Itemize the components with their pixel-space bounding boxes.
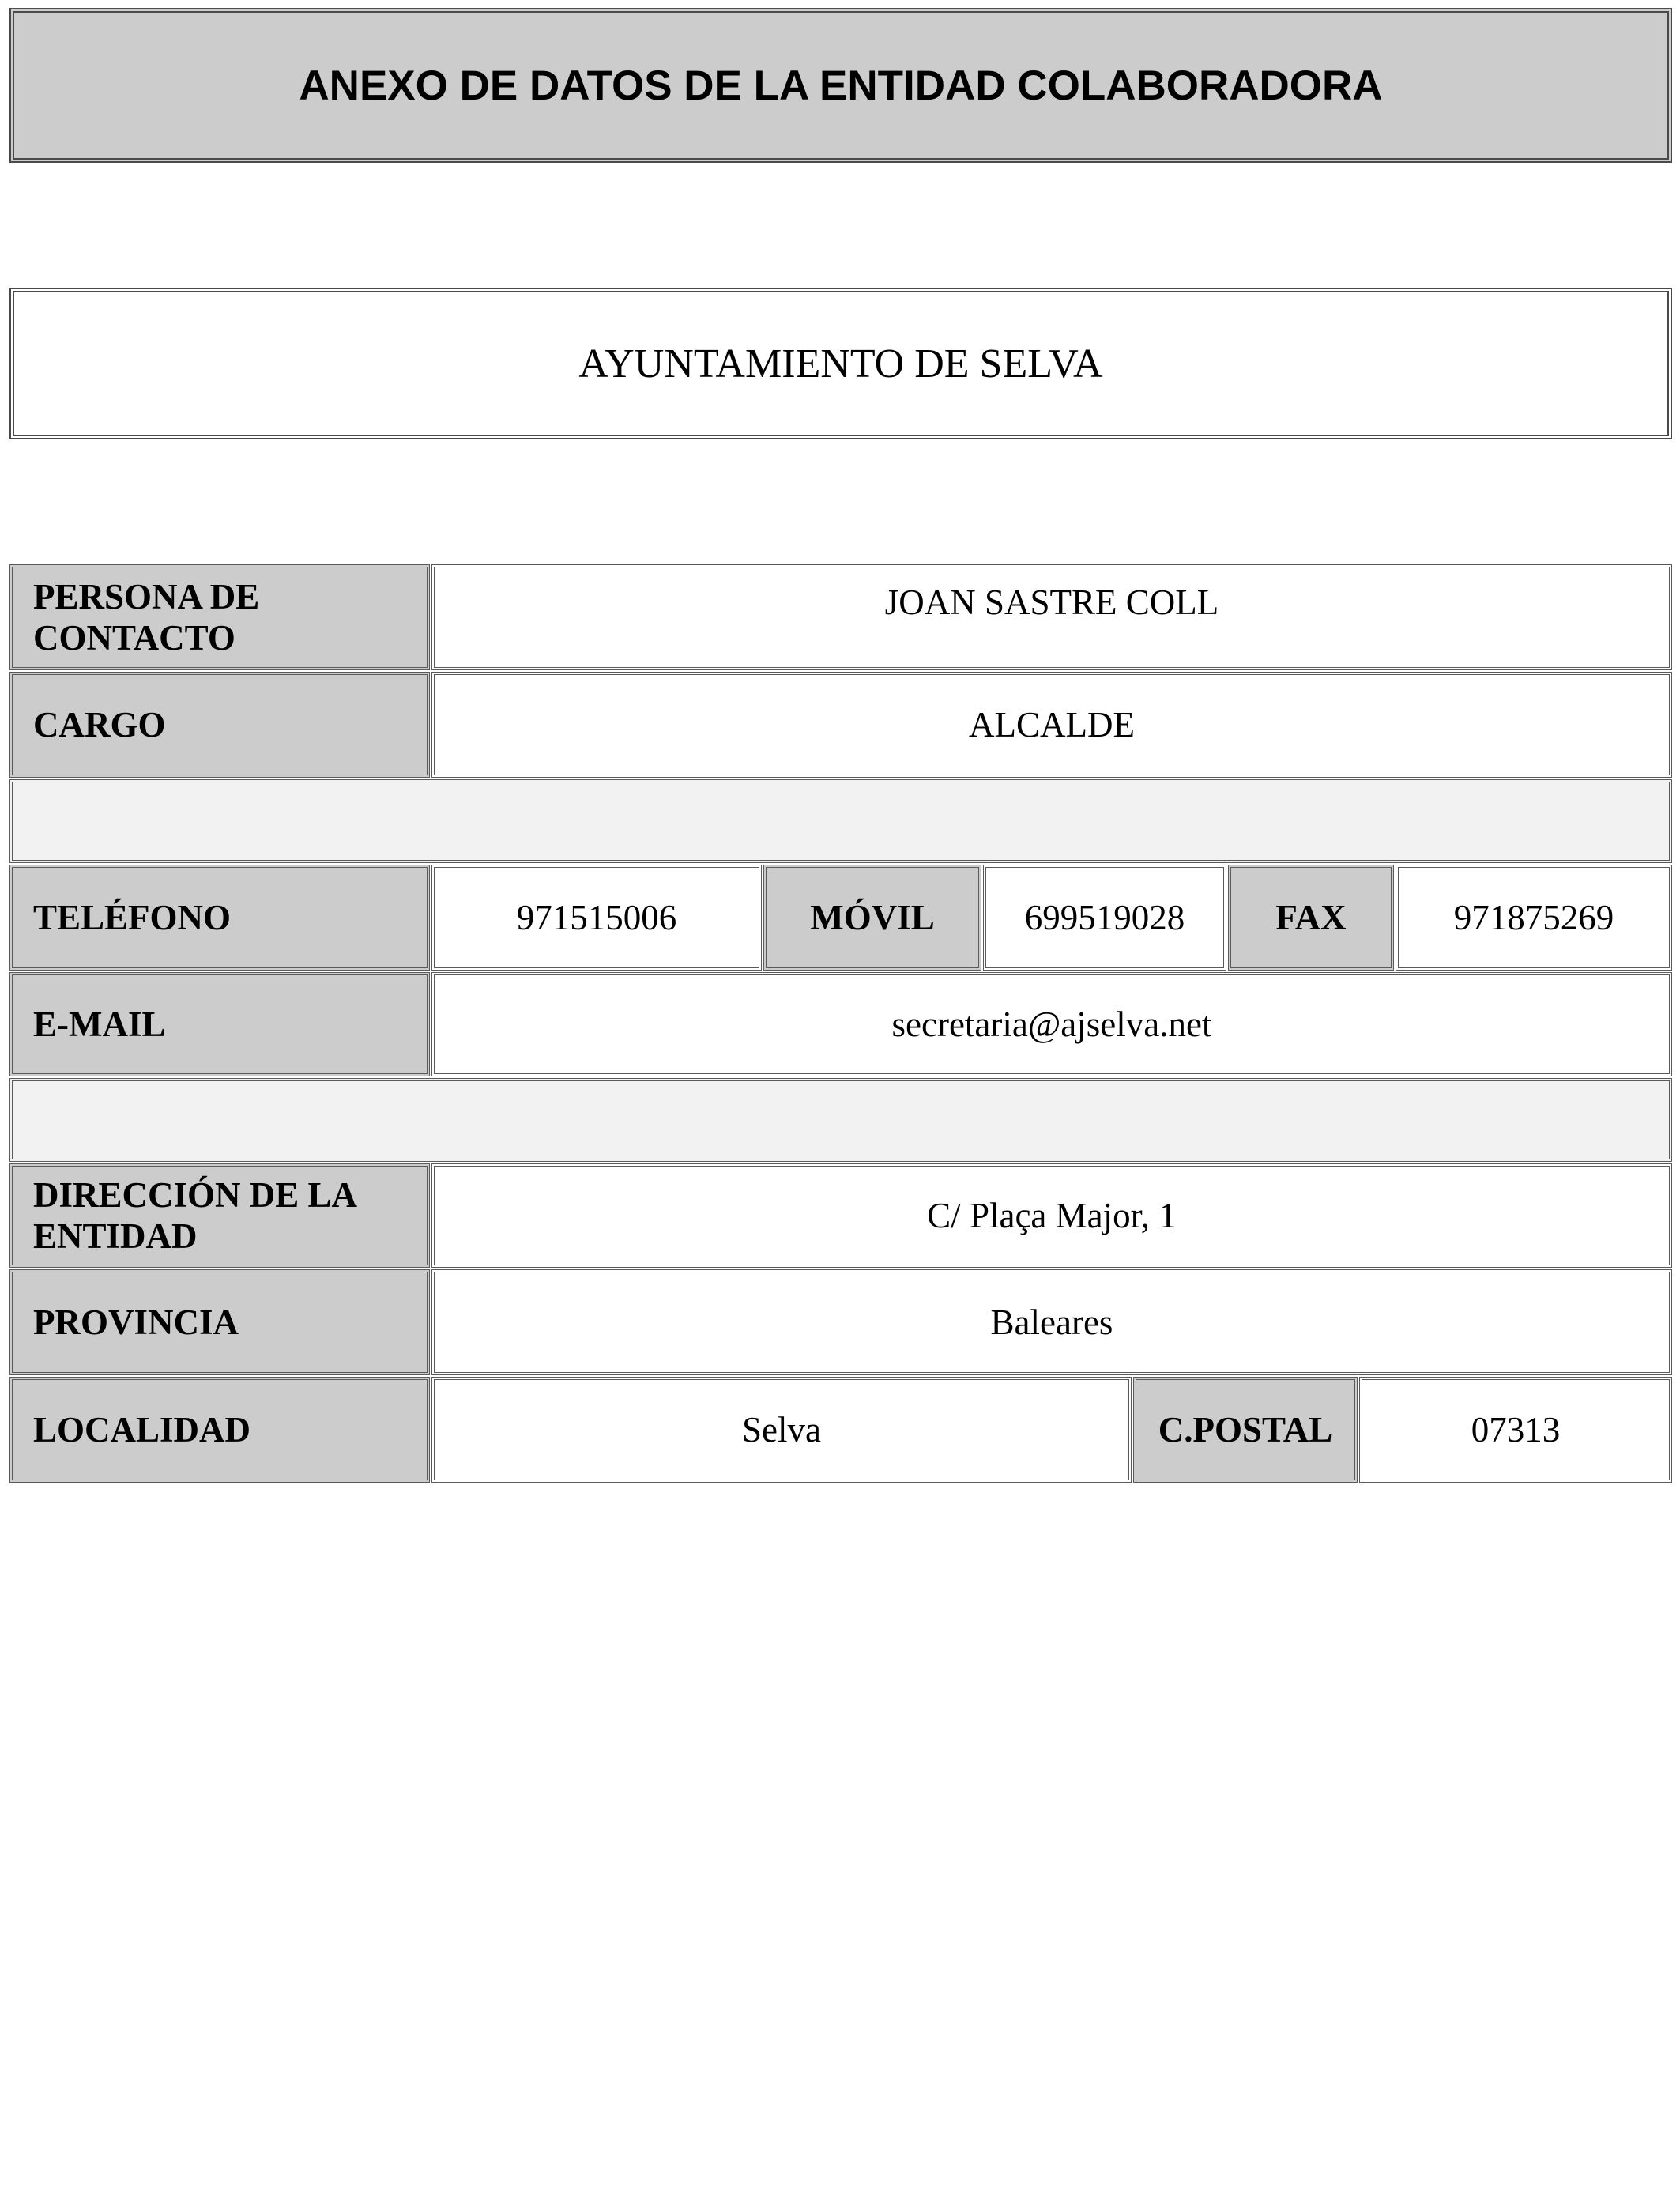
locality-value: Selva — [431, 1377, 1132, 1483]
entity-name: AYUNTAMIENTO DE SELVA — [578, 341, 1103, 386]
email-value: secretaria@ajselva.net — [431, 972, 1672, 1076]
person-label-text: PERSONA DE CONTACTO — [33, 577, 260, 658]
position-value: ALCALDE — [431, 672, 1672, 778]
postal-value: 07313 — [1359, 1377, 1672, 1483]
province-value: Baleares — [431, 1269, 1672, 1375]
fax-label: FAX — [1228, 865, 1394, 971]
mobile-value: 699519028 — [983, 865, 1226, 971]
title-banner — [9, 8, 1672, 163]
person-label — [9, 564, 430, 670]
person-value: JOAN SASTRE COLL — [431, 564, 1672, 670]
separator-row — [9, 1078, 1672, 1162]
fax-value: 971875269 — [1396, 865, 1672, 971]
locality-label: LOCALIDAD — [9, 1377, 430, 1483]
phone-label: TELÉFONO — [9, 865, 430, 971]
province-label: PROVINCIA — [9, 1269, 430, 1375]
entity-name-box — [9, 288, 1672, 439]
email-label: E-MAIL — [9, 972, 430, 1076]
position-label: CARGO — [9, 672, 430, 778]
address-label-text: DIRECCIÓN DE LA ENTIDAD — [33, 1175, 356, 1256]
separator-row — [9, 779, 1672, 863]
postal-label: C.POSTAL — [1133, 1377, 1358, 1483]
mobile-label: MÓVIL — [763, 865, 981, 971]
address-value: C/ Plaça Major, 1 — [431, 1163, 1672, 1268]
phone-value: 971515006 — [431, 865, 762, 971]
document-title: ANEXO DE DATOS DE LA ENTIDAD COLABORADORA — [299, 62, 1383, 109]
address-label — [9, 1163, 430, 1268]
